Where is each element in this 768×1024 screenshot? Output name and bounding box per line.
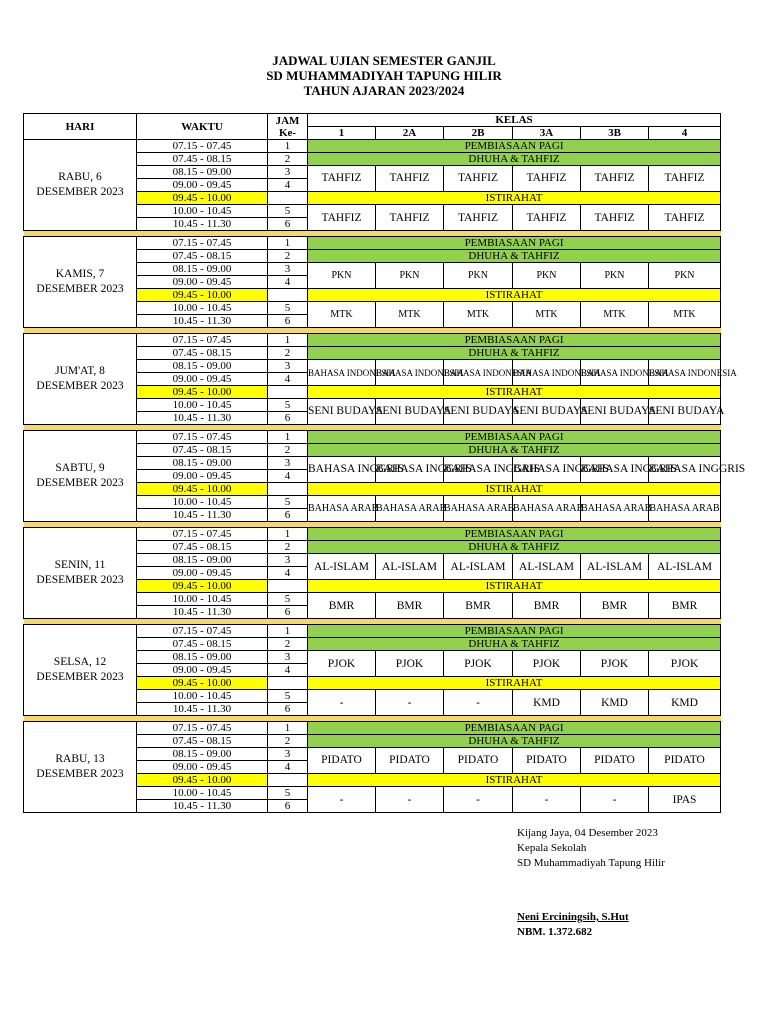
time-cell: 10.00 - 10.45 xyxy=(137,205,268,218)
time-cell: 07.45 - 08.15 xyxy=(137,638,268,651)
day-name: RABU, 13 xyxy=(55,753,105,765)
time-cell: 08.15 - 09.00 xyxy=(137,166,268,179)
jam-cell: 4 xyxy=(268,276,308,289)
jam-cell: 3 xyxy=(268,166,308,179)
subject-cell: BMR xyxy=(513,593,581,619)
subject-cell: BAHASA INDONESIA xyxy=(376,360,444,386)
jam-cell: 6 xyxy=(268,606,308,619)
subject-cell: SENI BUDAYA xyxy=(513,399,581,425)
istirahat-cell: ISTIRAHAT xyxy=(308,677,721,690)
time-cell: 09.00 - 09.45 xyxy=(137,179,268,192)
jam-cell: 3 xyxy=(268,457,308,470)
istirahat-cell: ISTIRAHAT xyxy=(308,580,721,593)
day-date: DESEMBER 2023 xyxy=(36,768,124,780)
title-line-1: JADWAL UJIAN SEMESTER GANJIL xyxy=(272,53,496,68)
title-line-3: TAHUN AJARAN 2023/2024 xyxy=(303,83,465,98)
time-cell: 10.45 - 11.30 xyxy=(137,703,268,716)
time-cell: 07.15 - 07.45 xyxy=(137,334,268,347)
day-cell xyxy=(24,334,137,425)
schedule-row xyxy=(24,237,721,250)
subject-cell: PKN xyxy=(308,263,376,289)
signature-place-date: Kijang Jaya, 04 Desember 2023 xyxy=(517,827,658,839)
jam-cell: 2 xyxy=(268,735,308,748)
schedule-row xyxy=(24,625,721,638)
pembiasaan-cell: PEMBIASAAN PAGI xyxy=(308,334,721,347)
signature-school: SD Muhammadiyah Tapung Hilir xyxy=(517,857,665,869)
subject-cell: AL-ISLAM xyxy=(376,554,444,580)
day-date: DESEMBER 2023 xyxy=(36,671,124,683)
subject-cell: BMR xyxy=(308,593,376,619)
subject-cell: TAHFIZ xyxy=(444,205,513,231)
subject-cell: PKN xyxy=(581,263,649,289)
time-cell: 08.15 - 09.00 xyxy=(137,651,268,664)
subject-cell: PIDATO xyxy=(376,748,444,774)
subject-cell: PKN xyxy=(376,263,444,289)
jam-cell: 1 xyxy=(268,140,308,153)
schedule-row xyxy=(24,140,721,153)
subject-cell: BAHASA INGGRIS xyxy=(649,457,721,483)
subject-cell: BAHASA ARAB xyxy=(581,496,649,522)
subject-cell: - xyxy=(308,690,376,716)
time-cell: 10.45 - 11.30 xyxy=(137,509,268,522)
subject-cell: BAHASA INGGRIS xyxy=(444,457,513,483)
day-cell xyxy=(24,431,137,522)
jam-cell: 4 xyxy=(268,373,308,386)
jam-cell: 1 xyxy=(268,334,308,347)
day-cell xyxy=(24,140,137,231)
subject-cell: PJOK xyxy=(649,651,721,677)
pembiasaan-cell: PEMBIASAAN PAGI xyxy=(308,528,721,541)
time-cell: 07.15 - 07.45 xyxy=(137,722,268,735)
signature-name: Neni Erciningsih, S.Hut xyxy=(517,911,629,923)
jam-cell xyxy=(268,192,308,205)
time-cell: 08.15 - 09.00 xyxy=(137,748,268,761)
subject-cell: PJOK xyxy=(581,651,649,677)
jam-cell: 2 xyxy=(268,638,308,651)
day-cell xyxy=(24,625,137,716)
time-cell: 09.45 - 10.00 xyxy=(137,386,268,399)
jam-cell xyxy=(268,580,308,593)
subject-cell: BMR xyxy=(376,593,444,619)
subject-cell: BAHASA INDONESIA xyxy=(581,360,649,386)
time-cell: 10.00 - 10.45 xyxy=(137,787,268,800)
schedule-row xyxy=(24,722,721,735)
subject-cell: BAHASA ARAB xyxy=(513,496,581,522)
jam-cell: 6 xyxy=(268,800,308,813)
jam-cell: 4 xyxy=(268,567,308,580)
dhuha-cell: DHUHA & TAHFIZ xyxy=(308,347,721,360)
subject-cell: PIDATO xyxy=(513,748,581,774)
jam-cell: 1 xyxy=(268,528,308,541)
subject-cell: BAHASA ARAB xyxy=(308,496,376,522)
jam-cell: 5 xyxy=(268,593,308,606)
time-cell: 10.45 - 11.30 xyxy=(137,412,268,425)
time-cell: 08.15 - 09.00 xyxy=(137,263,268,276)
subject-cell: PJOK xyxy=(444,651,513,677)
subject-cell: PIDATO xyxy=(444,748,513,774)
subject-cell: BAHASA INDONESIA xyxy=(649,360,721,386)
dhuha-cell: DHUHA & TAHFIZ xyxy=(308,153,721,166)
subject-cell: AL-ISLAM xyxy=(444,554,513,580)
jam-cell: 5 xyxy=(268,787,308,800)
subject-cell: TAHFIZ xyxy=(649,205,721,231)
subject-cell: TAHFIZ xyxy=(444,166,513,192)
subject-cell: BAHASA INDONESIA xyxy=(444,360,513,386)
jam-cell xyxy=(268,386,308,399)
jam-cell: 1 xyxy=(268,625,308,638)
pembiasaan-cell: PEMBIASAAN PAGI xyxy=(308,431,721,444)
jam-cell: 3 xyxy=(268,748,308,761)
header-jam xyxy=(268,114,308,140)
subject-cell: - xyxy=(444,787,513,813)
time-cell: 10.45 - 11.30 xyxy=(137,218,268,231)
schedule-row xyxy=(24,528,721,541)
header-class-4: 4 xyxy=(649,127,721,140)
day-name: RABU, 6 xyxy=(58,171,102,183)
dhuha-cell: DHUHA & TAHFIZ xyxy=(308,541,721,554)
day-cell xyxy=(24,237,137,328)
subject-cell: TAHFIZ xyxy=(513,166,581,192)
subject-cell: TAHFIZ xyxy=(581,205,649,231)
subject-cell: - xyxy=(376,787,444,813)
subject-cell: PKN xyxy=(649,263,721,289)
time-cell: 07.45 - 08.15 xyxy=(137,153,268,166)
subject-cell: KMD xyxy=(649,690,721,716)
jam-cell xyxy=(268,677,308,690)
time-cell: 10.00 - 10.45 xyxy=(137,399,268,412)
day-name: JUM'AT, 8 xyxy=(55,365,105,377)
day-date: DESEMBER 2023 xyxy=(36,477,124,489)
subject-cell: - xyxy=(308,787,376,813)
day-name: SABTU, 9 xyxy=(55,462,105,474)
time-cell: 08.15 - 09.00 xyxy=(137,457,268,470)
subject-cell: BMR xyxy=(649,593,721,619)
time-cell: 07.15 - 07.45 xyxy=(137,625,268,638)
subject-cell: AL-ISLAM xyxy=(581,554,649,580)
time-cell: 10.45 - 11.30 xyxy=(137,315,268,328)
jam-cell: 6 xyxy=(268,315,308,328)
dhuha-cell: DHUHA & TAHFIZ xyxy=(308,735,721,748)
time-cell: 09.45 - 10.00 xyxy=(137,483,268,496)
dhuha-cell: DHUHA & TAHFIZ xyxy=(308,250,721,263)
time-cell: 07.15 - 07.45 xyxy=(137,140,268,153)
subject-cell: TAHFIZ xyxy=(649,166,721,192)
jam-cell: 3 xyxy=(268,360,308,373)
jam-cell: 6 xyxy=(268,703,308,716)
pembiasaan-cell: PEMBIASAAN PAGI xyxy=(308,625,721,638)
subject-cell: TAHFIZ xyxy=(376,166,444,192)
jam-cell xyxy=(268,483,308,496)
subject-cell: KMD xyxy=(581,690,649,716)
time-cell: 10.45 - 11.30 xyxy=(137,800,268,813)
time-cell: 10.00 - 10.45 xyxy=(137,593,268,606)
jam-cell: 4 xyxy=(268,761,308,774)
schedule-row xyxy=(24,431,721,444)
time-cell: 09.45 - 10.00 xyxy=(137,774,268,787)
subject-cell: BAHASA INGGRIS xyxy=(308,457,376,483)
time-cell: 07.45 - 08.15 xyxy=(137,347,268,360)
signature-role: Kepala Sekolah xyxy=(517,842,587,854)
jam-cell: 4 xyxy=(268,470,308,483)
subject-cell: PIDATO xyxy=(649,748,721,774)
subject-cell: MTK xyxy=(308,302,376,328)
subject-cell: MTK xyxy=(649,302,721,328)
subject-cell: SENI BUDAYA xyxy=(649,399,721,425)
subject-cell: BAHASA ARAB xyxy=(649,496,721,522)
time-cell: 09.00 - 09.45 xyxy=(137,567,268,580)
signature-block xyxy=(517,826,665,940)
time-cell: 09.45 - 10.00 xyxy=(137,192,268,205)
time-cell: 09.00 - 09.45 xyxy=(137,664,268,677)
subject-cell: SENI BUDAYA xyxy=(444,399,513,425)
signature-nbm: NBM. 1.372.682 xyxy=(517,926,593,938)
time-cell: 08.15 - 09.00 xyxy=(137,554,268,567)
header-hari: HARI xyxy=(24,114,137,140)
day-date: DESEMBER 2023 xyxy=(36,574,124,586)
time-cell: 09.45 - 10.00 xyxy=(137,677,268,690)
subject-cell: AL-ISLAM xyxy=(308,554,376,580)
time-cell: 09.00 - 09.45 xyxy=(137,761,268,774)
subject-cell: - xyxy=(581,787,649,813)
jam-cell: 3 xyxy=(268,263,308,276)
time-cell: 09.00 - 09.45 xyxy=(137,470,268,483)
time-cell: 08.15 - 09.00 xyxy=(137,360,268,373)
subject-cell: BAHASA INGGRIS xyxy=(581,457,649,483)
subject-cell: - xyxy=(444,690,513,716)
subject-cell: BAHASA INDONESIA xyxy=(308,360,376,386)
time-cell: 10.00 - 10.45 xyxy=(137,496,268,509)
time-cell: 10.00 - 10.45 xyxy=(137,690,268,703)
istirahat-cell: ISTIRAHAT xyxy=(308,774,721,787)
day-date: DESEMBER 2023 xyxy=(36,380,124,392)
jam-cell: 4 xyxy=(268,664,308,677)
time-cell: 09.45 - 10.00 xyxy=(137,580,268,593)
day-name: SENIN, 11 xyxy=(54,559,106,571)
jam-cell: 4 xyxy=(268,179,308,192)
jam-cell: 5 xyxy=(268,205,308,218)
subject-cell: PJOK xyxy=(308,651,376,677)
subject-cell: TAHFIZ xyxy=(308,166,376,192)
jam-cell: 1 xyxy=(268,431,308,444)
jam-cell xyxy=(268,774,308,787)
time-cell: 07.45 - 08.15 xyxy=(137,735,268,748)
schedule-row xyxy=(24,334,721,347)
header-class-3a: 3A xyxy=(513,127,581,140)
subject-cell: KMD xyxy=(513,690,581,716)
subject-cell: MTK xyxy=(581,302,649,328)
subject-cell: PJOK xyxy=(376,651,444,677)
jam-cell: 5 xyxy=(268,690,308,703)
time-cell: 09.45 - 10.00 xyxy=(137,289,268,302)
jam-cell: 3 xyxy=(268,554,308,567)
time-cell: 09.00 - 09.45 xyxy=(137,276,268,289)
jam-cell: 5 xyxy=(268,496,308,509)
subject-cell: MTK xyxy=(444,302,513,328)
day-date: DESEMBER 2023 xyxy=(36,283,124,295)
pembiasaan-cell: PEMBIASAAN PAGI xyxy=(308,237,721,250)
subject-cell: SENI BUDAYA xyxy=(581,399,649,425)
document-title xyxy=(0,53,768,98)
jam-cell: 2 xyxy=(268,444,308,457)
subject-cell: BAHASA INGGRIS xyxy=(513,457,581,483)
jam-cell: 2 xyxy=(268,347,308,360)
dhuha-cell: DHUHA & TAHFIZ xyxy=(308,638,721,651)
time-cell: 07.45 - 08.15 xyxy=(137,541,268,554)
time-cell: 07.15 - 07.45 xyxy=(137,237,268,250)
time-cell: 07.15 - 07.45 xyxy=(137,528,268,541)
time-cell: 10.45 - 11.30 xyxy=(137,606,268,619)
istirahat-cell: ISTIRAHAT xyxy=(308,483,721,496)
title-line-2: SD MUHAMMADIYAH TAPUNG HILIR xyxy=(266,68,502,83)
subject-cell: MTK xyxy=(513,302,581,328)
subject-cell: TAHFIZ xyxy=(581,166,649,192)
subject-cell: BAHASA ARAB xyxy=(444,496,513,522)
subject-cell: - xyxy=(513,787,581,813)
jam-cell: 6 xyxy=(268,218,308,231)
subject-cell: MTK xyxy=(376,302,444,328)
pembiasaan-cell: PEMBIASAAN PAGI xyxy=(308,722,721,735)
jam-cell: 1 xyxy=(268,722,308,735)
header-class-2b: 2B xyxy=(444,127,513,140)
time-cell: 07.45 - 08.15 xyxy=(137,444,268,457)
jam-cell xyxy=(268,289,308,302)
day-name: KAMIS, 7 xyxy=(55,268,105,280)
header-class-3b: 3B xyxy=(581,127,649,140)
subject-cell: AL-ISLAM xyxy=(513,554,581,580)
day-cell xyxy=(24,528,137,619)
header-jam-label: JAM Ke- xyxy=(275,114,300,139)
day-cell xyxy=(24,722,137,813)
subject-cell: TAHFIZ xyxy=(513,205,581,231)
subject-cell: PKN xyxy=(513,263,581,289)
subject-cell: SENI BUDAYA xyxy=(376,399,444,425)
subject-cell: TAHFIZ xyxy=(308,205,376,231)
subject-cell: BAHASA ARAB xyxy=(376,496,444,522)
istirahat-cell: ISTIRAHAT xyxy=(308,386,721,399)
subject-cell: PJOK xyxy=(513,651,581,677)
subject-cell: BMR xyxy=(581,593,649,619)
jam-cell: 2 xyxy=(268,153,308,166)
subject-cell: BAHASA INGGRIS xyxy=(376,457,444,483)
subject-cell: BMR xyxy=(444,593,513,619)
jam-cell: 2 xyxy=(268,541,308,554)
subject-cell: PKN xyxy=(444,263,513,289)
istirahat-cell: ISTIRAHAT xyxy=(308,289,721,302)
header-class-2a: 2A xyxy=(376,127,444,140)
day-date: DESEMBER 2023 xyxy=(36,186,124,198)
subject-cell: SENI BUDAYA xyxy=(308,399,376,425)
jam-cell: 5 xyxy=(268,302,308,315)
jam-cell: 3 xyxy=(268,651,308,664)
subject-cell: TAHFIZ xyxy=(376,205,444,231)
header-kelas: KELAS xyxy=(308,114,721,127)
jam-cell: 1 xyxy=(268,237,308,250)
subject-cell: - xyxy=(376,690,444,716)
subject-cell: AL-ISLAM xyxy=(649,554,721,580)
jam-cell: 5 xyxy=(268,399,308,412)
header-class-1: 1 xyxy=(308,127,376,140)
jam-cell: 6 xyxy=(268,509,308,522)
dhuha-cell: DHUHA & TAHFIZ xyxy=(308,444,721,457)
time-cell: 07.45 - 08.15 xyxy=(137,250,268,263)
jam-cell: 2 xyxy=(268,250,308,263)
time-cell: 10.00 - 10.45 xyxy=(137,302,268,315)
subject-cell: IPAS xyxy=(649,787,721,813)
time-cell: 09.00 - 09.45 xyxy=(137,373,268,386)
subject-cell: BAHASA INDONESIA xyxy=(513,360,581,386)
pembiasaan-cell: PEMBIASAAN PAGI xyxy=(308,140,721,153)
day-name: SELSA, 12 xyxy=(53,656,107,668)
istirahat-cell: ISTIRAHAT xyxy=(308,192,721,205)
header-waktu: WAKTU xyxy=(137,114,268,140)
jam-cell: 6 xyxy=(268,412,308,425)
subject-cell: PIDATO xyxy=(581,748,649,774)
time-cell: 07.15 - 07.45 xyxy=(137,431,268,444)
subject-cell: PIDATO xyxy=(308,748,376,774)
exam-schedule-table xyxy=(23,113,746,813)
